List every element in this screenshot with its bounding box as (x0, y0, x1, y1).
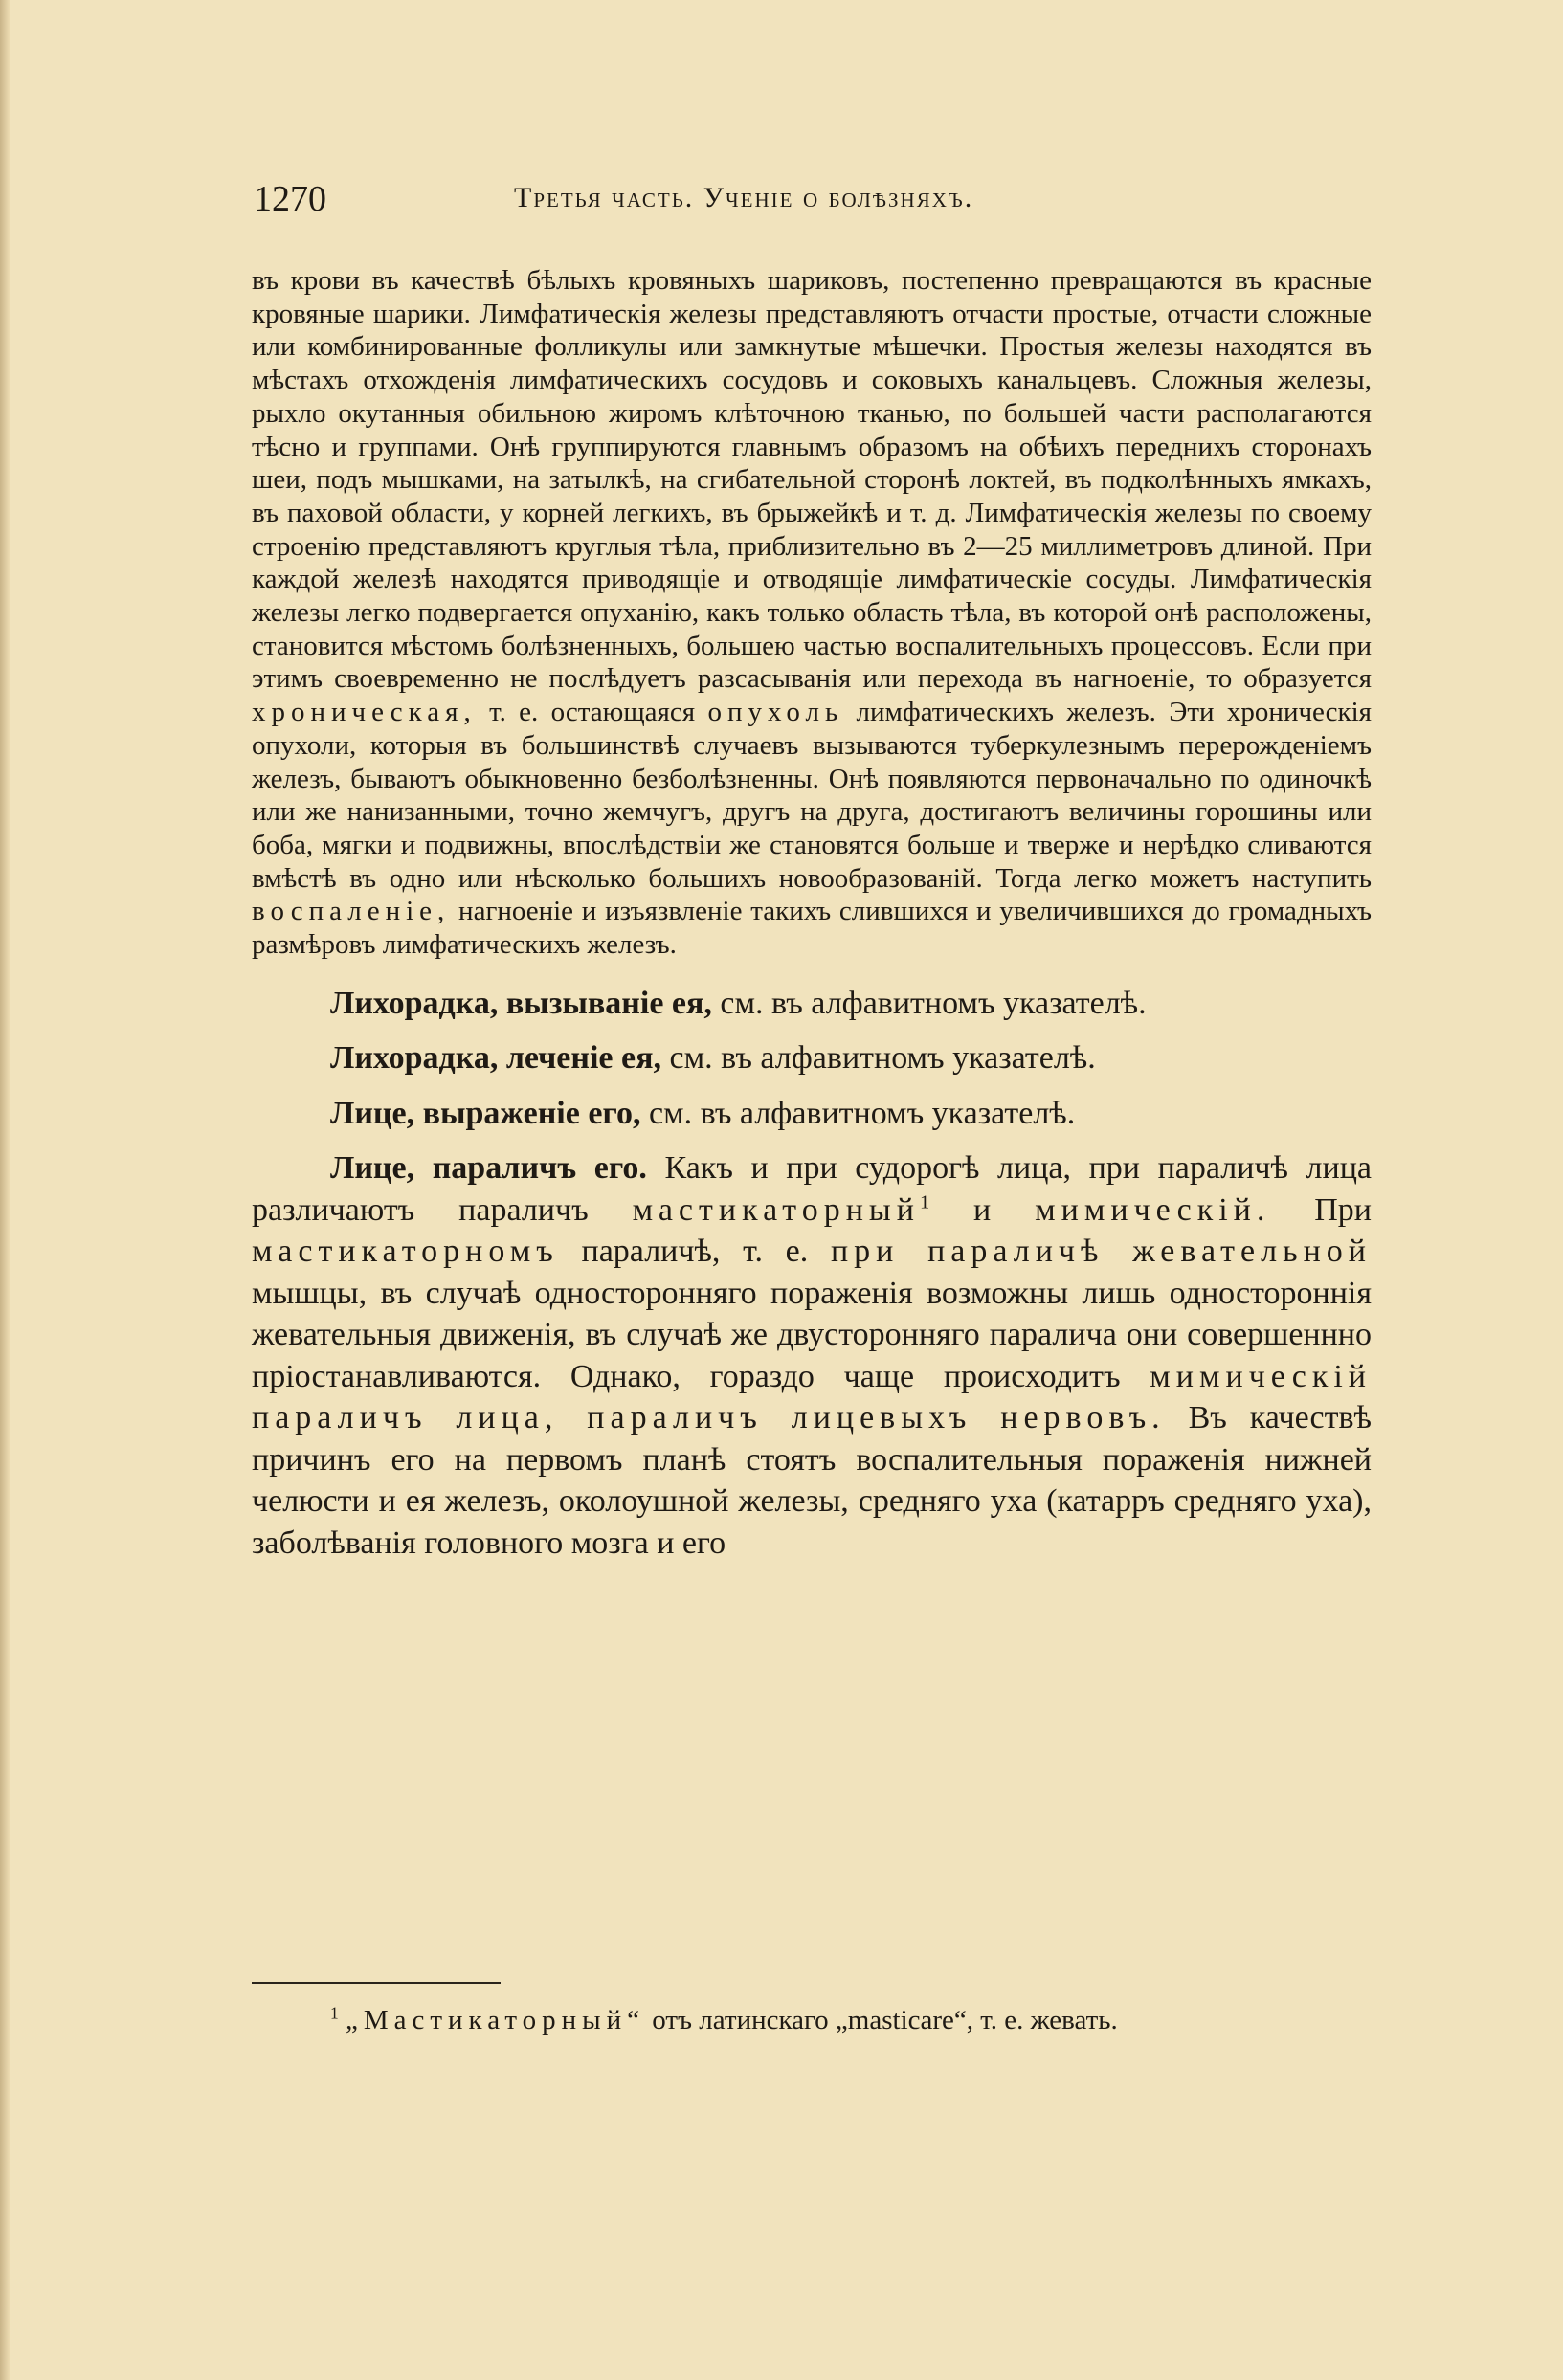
entry-text: параличѣ, т. е. (558, 1234, 831, 1270)
running-title: Третья часть. Ученіе о болѣзняхъ. (514, 182, 974, 213)
emphasis-masticatory: мастикаторный (632, 1191, 920, 1228)
footnote-term: „Мастикаторный“ (345, 2005, 646, 2035)
entry-fever-treatment (252, 1037, 1372, 1079)
text-block (252, 264, 1372, 1564)
entry-text: мышцы, въ случаѣ односторонняго пораженія возможны лишь одностороннія жевательныя движенія, въ случаѣ же двусторонняго паралича они совершеннно пріостанавливаются. Однако, гораздо чаще происходитъ (252, 1275, 1372, 1394)
entry-text: Въ качествѣ причинъ его на первомъ планѣ стоятъ воспалительныя пораженія нижней челюсти и ея железъ, околоушной железы, средняго уха (катарръ средняго уха), заболѣванія головного мозга и его (252, 1400, 1372, 1561)
entry-term: Лице, параличъ его. (330, 1150, 647, 1187)
entry-text: и (929, 1191, 1036, 1228)
entry-text: см. въ алфавитномъ указателѣ. (661, 1040, 1096, 1077)
entry-term: Лице, выраженіе его, (330, 1095, 641, 1131)
body-text: въ крови въ качествѣ бѣлыхъ кровяныхъ шариковъ, постепенно превращаются въ красные кровяные шарики. Лимфатическія железы представляютъ отчасти простые, отчасти сложные или комбинированные фолликулы или замкнутые мѣшечки. Простыя железы находятся въ мѣстахъ отхожденія лимфатическихъ сосудовъ и соковыхъ канальцевъ. Сложныя железы, рыхло окутанныя обильною жиромъ клѣточною тканью, по большей части располагаются тѣсно и группами. Онѣ группируются главнымъ образомъ на обѣихъ переднихъ сторонахъ шеи, подъ мышками, на затылкѣ, на сгибательной сторонѣ локтей, въ подколѣнныхъ ямкахъ, въ паховой области, у корней легкихъ, въ брыжейкѣ и т. д. Лимфатическія железы по своему строенію представляютъ круглыя тѣла, приблизительно въ 2—25 миллиметровъ длиной. При каждой железѣ находятся приводящіе и отводящіе лимфатическіе сосуды. Лимфатическія железы легко подвергается опуханію, какъ только область тѣла, въ которой онѣ расположены, становится мѣстомъ болѣзненныхъ, большею частью воспалительныхъ процессовъ. Если при этимъ своевременно не послѣдуетъ разсасыванія или перехода въ нагноеніе, то образуется (252, 265, 1372, 695)
entry-face-paralysis (252, 1147, 1372, 1564)
body-text-rest: лимфатическихъ железъ. Эти хроническія опухоли, которыя въ большинствѣ случаевъ вызываются туберкулезнымъ перерожденіемъ железъ, бываютъ обыкновенно безболѣзненны. Онѣ появляются первоначально по одиночкѣ или же нанизанными, точно жемчугъ, другъ на друга, достигаютъ величины горошины или боба, мягки и подвижны, впослѣдствіи же становятся больше и тверже и нерѣдко сливаются вмѣстѣ въ одно или нѣсколько большихъ новообразованій. Тогда легко можетъ наступить (252, 697, 1372, 894)
emphasis-mimic-paralysis: мимическій параличъ лица, параличъ лицевыхъ нервовъ. (252, 1358, 1372, 1436)
entry-text: При (1270, 1191, 1372, 1228)
body-text-end: нагноеніе и изъязвленіе такихъ слившихся и увеличившихся до громадныхъ размѣровъ лимфатическихъ железъ. (252, 896, 1372, 961)
footnote-text: отъ латинскаго „masticare“, т. е. жевать. (645, 2005, 1118, 2035)
entry-text: Какъ и при судорогѣ лица, при параличѣ лица различаютъ параличъ (252, 1150, 1372, 1228)
entry-term: Лихорадка, леченіе ея, (330, 1040, 662, 1077)
entry-face-expression (252, 1093, 1372, 1135)
entry-text: см. въ алфавитномъ указателѣ. (711, 985, 1147, 1021)
body-paragraph (252, 264, 1372, 962)
emphasis-chewing-paralysis: при параличѣ жевательной (830, 1234, 1372, 1270)
entry-fever-induction (252, 983, 1372, 1025)
page-edge (0, 0, 10, 2380)
emphasis-chronic: хроническая, (252, 697, 477, 728)
emphasis-masticatory-2: мастикаторномъ (252, 1234, 559, 1270)
page-number: 1270 (254, 179, 326, 219)
emphasis-inflammation: воспаленіе, (252, 896, 451, 927)
entry-term: Лихорадка, вызываніе ея, (330, 985, 712, 1021)
body-text-mid: т. е. остающаяся (476, 697, 708, 728)
entry-text: см. въ алфавитномъ указателѣ. (640, 1095, 1076, 1131)
footnote (252, 2002, 1352, 2038)
footnote-reference: 1 (919, 1191, 930, 1213)
emphasis-mimic: мимическій. (1035, 1191, 1271, 1228)
running-head (254, 178, 1373, 226)
footnote-mark: 1 (330, 2003, 339, 2023)
footnote-rule (252, 1982, 501, 1984)
emphasis-swelling: опухоль (707, 697, 844, 728)
